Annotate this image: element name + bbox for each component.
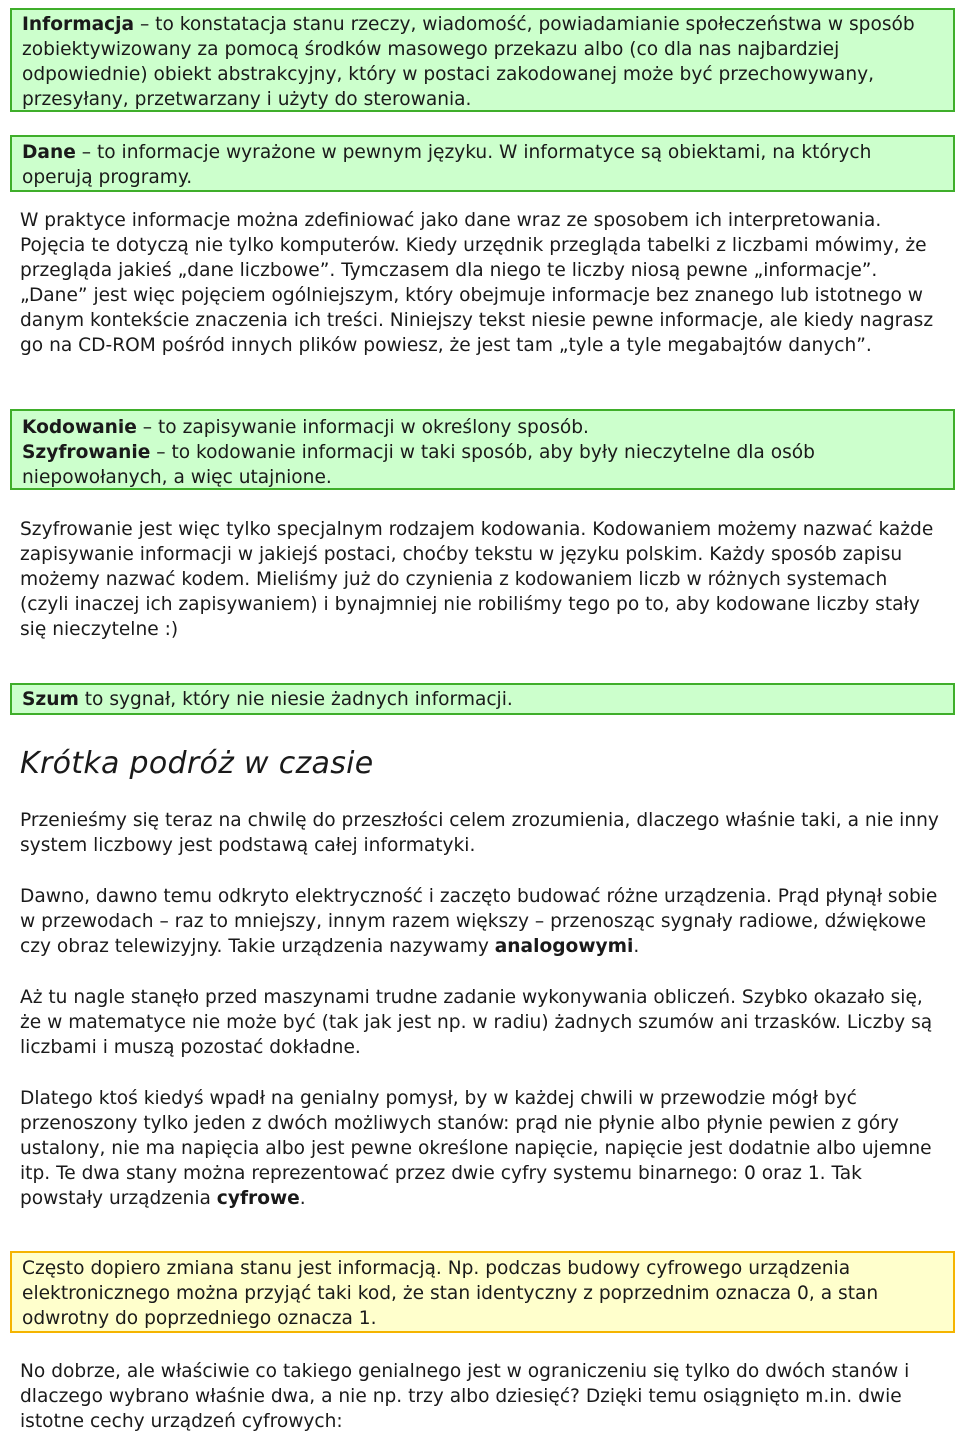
definition-box-szum [10, 683, 955, 715]
paragraph-dlatego-text: Dlatego ktoś kiedyś wpadł na genialny pomysł, by w każdej chwili w przewodzie mógł być przenoszony tylko jeden z dwóch możliwych stanów: prąd nie płynie albo płynie pewien z góry ustalony, nie ma napięcia albo jest pewne określone napięcie, napięcie jest dodatnie albo ujemne itp. Te dwa stany można reprezentować przez dwie cyfry systemu binarnego: 0 oraz 1. Tak powstały urządzenia [20, 1088, 932, 1209]
definition-box-informacja [10, 8, 955, 112]
paragraph-dawno [20, 884, 940, 959]
paragraph-dane-pojecie: „Dane” jest więc pojęciem ogólniejszym, który obejmuje informacje bez znanego lub istotnego w danym kontekście znaczenia ich treści. Niniejszy tekst niesie pewne informacje, ale kiedy nagrasz go na CD-ROM pośród innych plików powiesz, że jest tam „tyle a tyle megabajtów danych”. [20, 285, 934, 356]
definition-informacja-text: – to konstatacja stanu rzeczy, wiadomość, powiadamianie społeczeństwa w sposób zobiektywizowany za pomocą środków masowego przekazu albo (co dla nas najbardziej odpowiednie) obiekt abstrakcyjny, który w postaci zakodowanej może być przechowywany, przesyłany, przetwarzany i użyty do sterowania. [22, 14, 915, 110]
term-szyfrowanie: Szyfrowanie [22, 442, 151, 463]
definition-dane [22, 140, 943, 190]
paragraph-az-tu: Aż tu nagle stanęło przed maszynami trudne zadanie wykonywania obliczeń. Szybko okazało się, że w matematyce nie może być (tak jak jest np. w radiu) żadnych szumów ani trzasków. Liczby są liczbami i muszą pozostać dokładne. [20, 987, 933, 1058]
paragraph-praktyka: W praktyce informacje można zdefiniować jako dane wraz ze sposobem ich interpretowania. Pojęcia te dotyczą nie tylko komputerów. Kiedy urzędnik przegląda tabelki z liczbami mówimy, że przegląda jakieś „dane liczbowe”. Tymczasem dla niego te liczby niosą pewne „informacje”. [20, 210, 927, 281]
definition-szyfrowanie-text: – to kodowanie informacji w taki sposób, aby były nieczytelne dla osób niepowołanych, a więc utajnione. [22, 442, 815, 488]
definition-dane-text: – to informacje wyrażone w pewnym języku. W informatyce są obiektami, na których operują programy. [22, 142, 872, 188]
term-szum: Szum [22, 689, 79, 710]
term-cyfrowe: cyfrowe [216, 1188, 300, 1209]
definition-box-kodowanie [10, 409, 955, 490]
section-heading: Krótka podróż w czasie [20, 746, 374, 781]
paragraph-dawno-end: . [633, 936, 640, 957]
paragraph-no-dobrze: No dobrze, ale właściwie co takiego genialnego jest w ograniczeniu się tylko do dwóch stanów i dlaczego wybrano właśnie dwa, a nie np. trzy albo dziesięć? Dzięki temu osiągnięto m.in. dwie istotne cechy urządzeń cyfrowych: [20, 1361, 910, 1432]
term-informacja: Informacja [22, 14, 135, 35]
paragraph-dlatego [20, 1086, 940, 1211]
definition-informacja [22, 12, 943, 112]
paragraph-dlatego-end: . [299, 1188, 306, 1209]
definition-kodowanie [22, 415, 943, 440]
term-kodowanie: Kodowanie [22, 417, 137, 438]
definition-szyfrowanie [22, 440, 943, 490]
definition-szum-text: to sygnał, który nie niesie żadnych informacji. [78, 689, 513, 710]
note-czesto: Często dopiero zmiana stanu jest informacją. Np. podczas budowy cyfrowego urządzenia elektronicznego można przyjąć taki kod, że stan identyczny z poprzednim oznacza 0, a stan odwrotny do poprzedniego oznacza 1. [22, 1258, 879, 1329]
note-box-czesto [10, 1251, 955, 1333]
definition-szum [22, 687, 943, 712]
term-analogowymi: analogowymi [494, 936, 634, 957]
term-dane: Dane [22, 142, 76, 163]
definition-kodowanie-text: – to zapisywanie informacji w określony sposób. [136, 417, 589, 438]
paragraph-dawno-text: Dawno, dawno temu odkryto elektryczność i zaczęto budować różne urządzenia. Prąd płynął sobie w przewodach – raz to mniejszy, innym razem większy – przenosząc sygnały radiowe, dźwiękowe czy obraz telewizyjny. Takie urządzenia nazywamy [20, 886, 938, 957]
document-content [20, 8, 940, 1434]
paragraph-szyfrowanie: Szyfrowanie jest więc tylko specjalnym rodzajem kodowania. Kodowaniem możemy nazwać każde zapisywanie informacji w jakiejś postaci, choćby tekstu w języku polskim. Każdy sposób zapisu możemy nazwać kodem. Mieliśmy już do czynienia z kodowaniem liczb w różnych systemach (czyli inaczej ich zapisywaniem) i bynajmniej nie robiliśmy tego po to, aby kodowane liczby stały się nieczytelne :) [20, 519, 934, 640]
paragraph-przeniesmy: Przenieśmy się teraz na chwilę do przeszłości celem zrozumienia, dlaczego właśnie taki, a nie inny system liczbowy jest podstawą całej informatyki. [20, 810, 939, 856]
definition-box-dane [10, 135, 955, 192]
